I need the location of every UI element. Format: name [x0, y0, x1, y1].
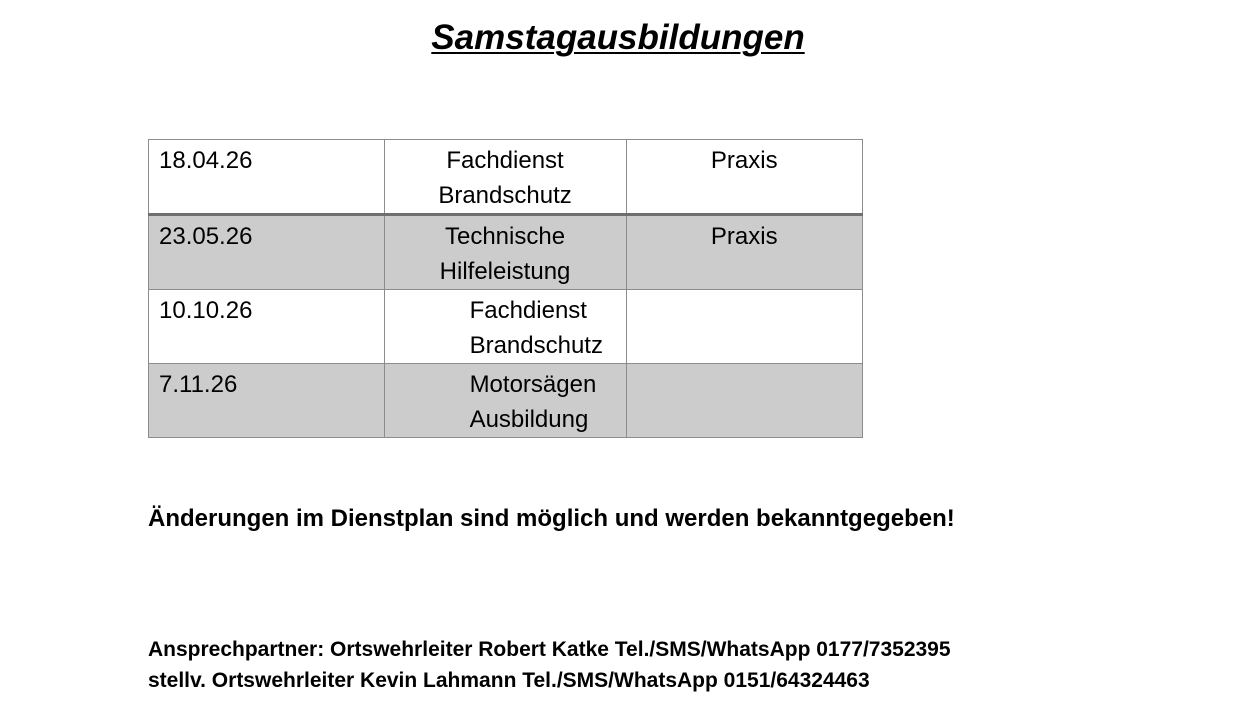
topic-cell: [384, 364, 626, 438]
topic-line: Motorsägen: [469, 371, 597, 398]
table-row: [149, 364, 863, 438]
page-title: Samstagausbildungen: [431, 18, 805, 57]
topic-line: Fachdienst: [469, 297, 587, 324]
type-cell: Praxis: [626, 140, 863, 215]
contact-line-primary: Ansprechpartner: Ortswehrleiter Robert Katke Tel./SMS/WhatsApp 0177/7352395: [148, 638, 951, 661]
date-cell: 18.04.26: [149, 140, 385, 215]
topic-cell: [384, 140, 626, 215]
topic-cell: [384, 290, 626, 364]
type-cell: [626, 364, 863, 438]
type-cell: Praxis: [626, 215, 863, 290]
topic-cell: [384, 215, 626, 290]
topic-line: Brandschutz: [469, 332, 603, 359]
topic-line: Technische: [444, 223, 566, 250]
table-row: [149, 140, 863, 215]
date-cell: 23.05.26: [149, 215, 385, 290]
date-cell: 7.11.26: [149, 364, 385, 438]
type-cell: [626, 290, 863, 364]
date-cell: 10.10.26: [149, 290, 385, 364]
schedule-table: [148, 139, 863, 438]
topic-line: Fachdienst: [446, 147, 564, 174]
topic-line: Hilfeleistung: [439, 258, 571, 285]
table-row: [149, 290, 863, 364]
topic-line: Ausbildung: [469, 406, 589, 433]
table-row: [149, 215, 863, 290]
schedule-change-note: Änderungen im Dienstplan sind möglich und werden bekanntgegeben!: [148, 505, 955, 532]
contact-line-deputy: stellv. Ortswehrleiter Kevin Lahmann Tel./SMS/WhatsApp 0151/64324463: [148, 669, 870, 692]
topic-line: Brandschutz: [438, 182, 572, 209]
